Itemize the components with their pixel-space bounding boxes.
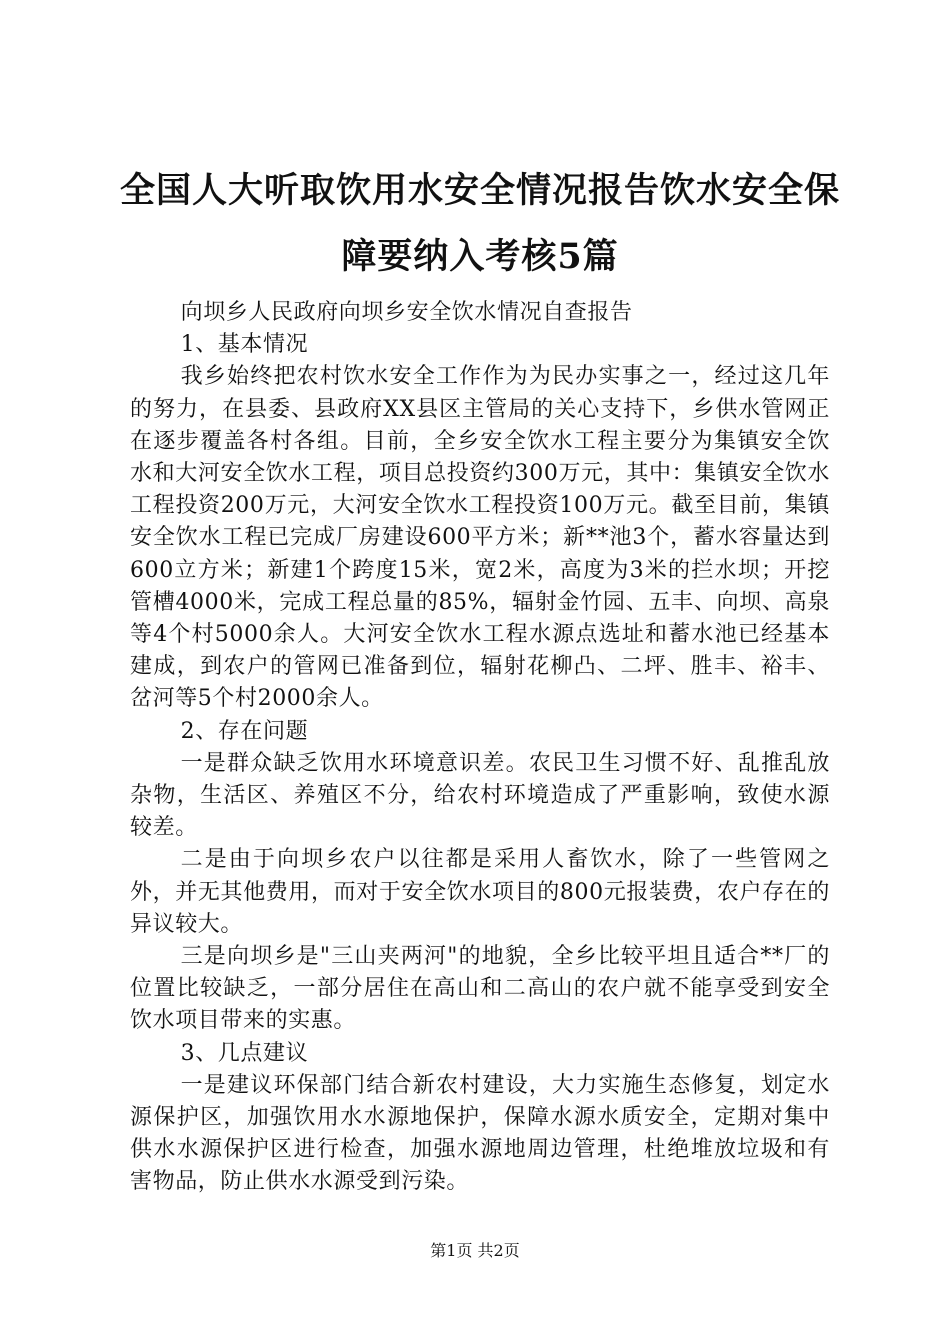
- document-title: [100, 158, 860, 290]
- document-body: [130, 297, 830, 1199]
- paragraph-problem-3: 三是向坝乡是"三山夹两河"的地貌，全乡比较平坦且适合**厂的位置比较缺乏，一部分居住在高山和二高山的农户就不能享受到安全饮水项目带来的实惠。: [130, 944, 830, 1034]
- report-subtitle: 向坝乡人民政府向坝乡安全饮水情况自查报告: [180, 300, 633, 325]
- title-line-1: 全国人大听取饮用水安全情况报告饮水安全保: [119, 170, 840, 211]
- paragraph-basic-info: 我乡始终把农村饮水安全工作作为为民办实事之一，经过这几年的努力，在县委、县政府XX县区主管局的关心支持下，乡供水管网正在逐步覆盖各村各组。目前，全乡安全饮水工程主要分为集镇安全饮水和大河安全饮水工程，项目总投资约300万元，其中：集镇安全饮水工程投资200万元，大河安全饮水工程投资100万元。截至目前，集镇安全饮水工程已完成厂房建设600平方米；新**池3个，蓄水容量达到600立方米；新建1个跨度15米，宽2米，高度为3米的拦水坝；开挖管槽4000米，完成工程总量的85%，辐射金竹园、五丰、向坝、高泉等4个村5000余人。大河安全饮水工程水源点选址和蓄水池已经基本建成，到农户的管网已准备到位，辐射花柳凸、二坪、胜丰、裕丰、岔河等5个村2000余人。: [130, 364, 830, 712]
- page-number-footer: 第1页 共2页: [430, 1241, 520, 1260]
- paragraph-problem-1: 一是群众缺乏饮用水环境意识差。农民卫生习惯不好、乱推乱放杂物，生活区、养殖区不分，给农村环境造成了严重影响，致使水源较差。: [130, 750, 830, 841]
- paragraph-suggestion-1: 一是建议环保部门结合新农村建设，大力实施生态修复，划定水源保护区，加强饮用水水源地保护，保障水源水质安全，定期对集中供水水源保护区进行检查，加强水源地周边管理，杜绝堆放垃圾和有害物品，防止供水水源受到污染。: [130, 1072, 830, 1195]
- section-heading-problems: 2、存在问题: [180, 718, 309, 744]
- section-heading-suggestions: 3、几点建议: [180, 1040, 309, 1066]
- paragraph-problem-2: 二是由于向坝乡农户以往都是采用人畜饮水，除了一些管网之外，并无其他费用，而对于安全饮水项目的800元报装费，农户存在的异议较大。: [130, 847, 830, 937]
- section-heading-basic: 1、基本情况: [180, 332, 309, 358]
- title-line-2: 障要纳入考核5篇: [341, 236, 619, 277]
